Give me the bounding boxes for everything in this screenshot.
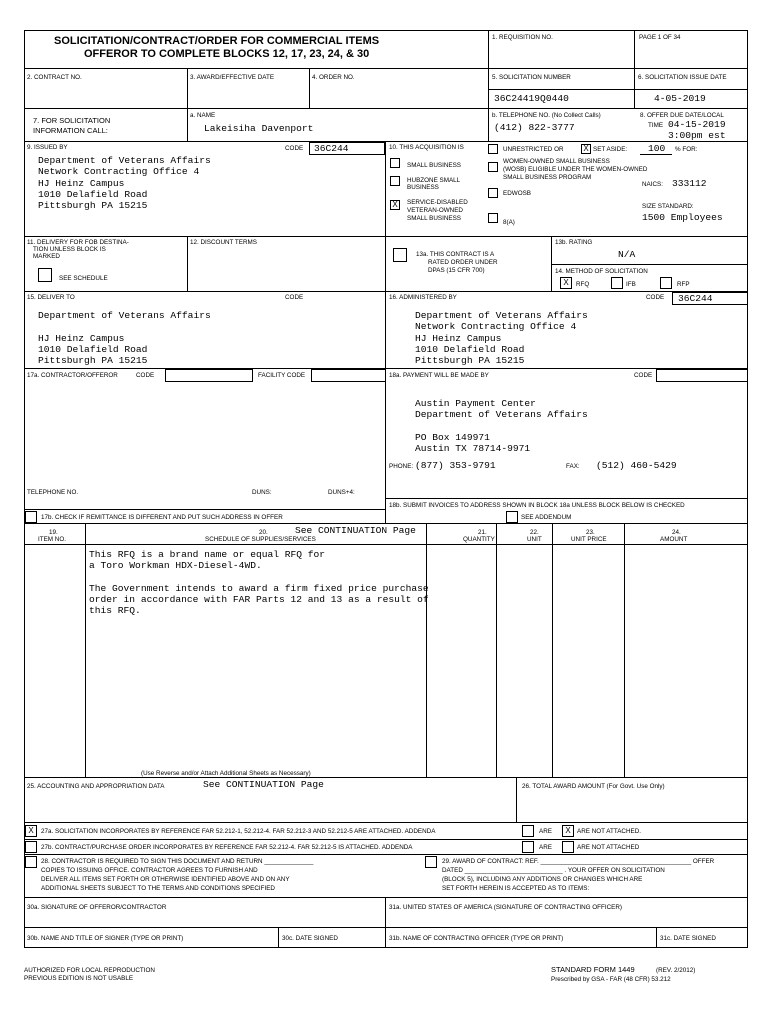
quantity-header-num: 21. [478,529,487,536]
time-label: TIME [648,122,664,129]
contact-name-field[interactable]: Lakeisiha Davenport [204,123,314,134]
hubzone-label: HUBZONE SMALL [407,177,461,184]
27a-are-not-label: ARE NOT ATTACHED. [577,828,642,835]
total-award-label: 26. TOTAL AWARD AMOUNT (For Govt. Use Only) [522,783,665,790]
percent-for-label: % FOR: [675,146,698,153]
administered-by-code-label: CODE [646,294,665,301]
offer-due-date-field[interactable]: 04-15-2019 [668,119,726,130]
info-call-label: 7. FOR SOLICITATION [33,116,111,125]
co-date-label: 31c. DATE SIGNED [660,935,716,942]
27b-label: 27b. CONTRACT/PURCHASE ORDER INCORPORATES BY REFERENCE FAR 52.212-4. FAR 52.212-5 IS ATTACHED. ADDENDA [41,844,413,851]
telephone-field[interactable]: (412) 822-3777 [494,122,575,133]
see-schedule-checkbox[interactable] [38,268,52,282]
form-subtitle: OFFEROR TO COMPLETE BLOCKS 12, 17, 23, 24, & 30 [84,48,370,60]
27b-are-not-label: ARE NOT ATTACHED [577,844,640,851]
set-aside-label: SET ASIDE: [593,146,628,153]
deliver-to-address: Department of Veterans Affairs HJ Heinz Campus 1010 Delafield Road Pittsburgh PA 15215 [38,310,211,367]
27a-checkbox[interactable]: X [25,825,37,837]
offeror-date-label: 30c. DATE SIGNED [282,935,338,942]
accounting-label: 25. ACCOUNTING AND APPROPRIATION DATA [27,783,165,790]
hubzone-label-2: BUSINESS [407,184,439,191]
sdvosb-label: SERVICE-DISABLED [407,199,468,206]
fob-label-2: TION UNLESS BLOCK IS [33,246,106,253]
signer-name-label: 30b. NAME AND TITLE OF SIGNER (TYPE OR PRINT) [27,935,184,942]
28-checkbox[interactable] [25,856,37,868]
discount-terms-label: 12. DISCOUNT TERMS [190,239,257,246]
fax-label: FAX: [566,463,580,470]
28-label-2: COPIES TO ISSUING OFFICE. CONTRACTOR AGREES TO FURNISH AND [41,867,258,874]
rfq-label: RFQ [576,281,590,288]
wosb-label-3: SMALL BUSINESS PROGRAM [503,174,592,181]
contractor-code-box[interactable] [165,369,253,382]
issued-by-label: 9. ISSUED BY [27,144,68,151]
28-label: 28. CONTRACTOR IS REQUIRED TO SIGN THIS DOCUMENT AND RETURN ______________ [41,858,314,865]
remittance-label: 17b. CHECK IF REMITTANCE IS DIFFERENT AND PUT SUCH ADDRESS IN OFFER [41,514,283,521]
unit-price-header: UNIT PRICE [571,536,607,543]
29-label-2: DATED ____________________________ . YOUR OFFER ON SOLICITATION [442,867,665,874]
contract-no-label: 2. CONTRACT NO. [27,74,82,81]
order-no-label: 4. ORDER NO. [312,74,355,81]
name-label: a. NAME [190,112,216,119]
amount-header-num: 24. [672,529,681,536]
signature-co-label: 31a. UNITED STATES OF AMERICA (SIGNATURE OF CONTRACTING OFFICER) [389,904,623,911]
payment-phone: (877) 353-9791 [415,460,496,471]
small-business-checkbox[interactable] [390,158,400,168]
fob-label: 11. DELIVERY FOR FOB DESTINA- [27,239,129,246]
28-label-4: ADDITIONAL SHEETS SUBJECT TO THE TERMS AND CONDITIONS SPECIFIED [41,885,275,892]
27b-checkbox[interactable] [25,841,37,853]
administered-by-label: 16. ADMINISTERED BY [389,294,457,301]
see-addendum-checkbox[interactable] [506,511,518,523]
27a-are-checkbox[interactable] [522,825,534,837]
size-standard-field[interactable]: 1500 Employees [642,212,723,223]
method-label: 14. METHOD OF SOLICITATION [555,268,648,275]
see-schedule-label: SEE SCHEDULE [59,275,108,282]
co-name-label: 31b. NAME OF CONTRACTING OFFICER (TYPE OR PRINT) [389,935,564,942]
item-no-header-num: 19. [49,529,58,536]
footer-form-name: STANDARD FORM 1449 [551,965,635,974]
small-business-label: SMALL BUSINESS [407,162,462,169]
acquisition-label: 10. THIS ACQUISITION IS [389,144,464,151]
submit-invoices-label: 18b. SUBMIT INVOICES TO ADDRESS SHOWN IN BLOCK 18a UNLESS BLOCK BELOW IS CHECKED [389,502,685,509]
edwosb-label: EDWOSB [503,190,531,197]
rfp-checkbox[interactable] [660,277,672,289]
deliver-to-label: 15. DELIVER TO [27,294,75,301]
issued-by-address: Department of Veterans Affairs Network Contracting Office 4 HJ Heinz Campus 1010 Delafield Road Pittsburgh PA 15215 [38,155,211,212]
footer-authorized: AUTHORIZED FOR LOCAL REPRODUCTION [24,967,155,974]
naics-field[interactable]: 333112 [672,178,707,189]
contractor-code-label: CODE [136,372,155,379]
rated-order-label-3: DPAS (15 CFR 700) [428,267,485,274]
issued-by-code: 36C244 [314,143,349,154]
eight-a-checkbox[interactable] [488,213,498,223]
item-no-header: ITEM NO. [38,536,66,543]
rating-field[interactable]: N/A [618,249,636,260]
payment-address: Austin Payment Center Department of Veterans Affairs PO Box 149971 Austin TX 78714-9971 [415,398,588,455]
unrestricted-checkbox[interactable] [488,144,498,154]
award-date-label: 3. AWARD/EFFECTIVE DATE [190,74,275,81]
rated-order-label: 13a. THIS CONTRACT IS A [416,251,495,258]
payment-label: 18a. PAYMENT WILL BE MADE BY [389,372,489,379]
telephone-no-label: TELEPHONE NO. [27,489,79,496]
payment-fax: (512) 460-5429 [596,460,677,471]
rated-order-checkbox[interactable] [393,248,407,262]
footer-previous-edition: PREVIOUS EDITION IS NOT USABLE [24,975,134,982]
wosb-label-2: (WOSB) ELIGIBLE UNDER THE WOMEN-OWNED [503,166,648,173]
set-aside-percent-field[interactable]: 100 [648,143,666,154]
size-standard-label: SIZE STANDARD: [642,203,694,210]
phone-label: PHONE: [389,463,414,470]
28-label-3: DELIVER ALL ITEMS SET FORTH OR OTHERWISE IDENTIFIED ABOVE AND ON ANY [41,876,290,883]
see-addendum-label: SEE ADDENDUM [521,514,572,521]
offer-due-label: 8. OFFER DUE DATE/LOCAL [640,112,724,119]
eight-a-label: 8(A) [503,219,515,226]
ifb-checkbox[interactable] [611,277,623,289]
administered-by-code: 36C244 [678,293,713,304]
issue-date-label: 6. SOLICITATION ISSUE DATE [638,74,727,81]
set-aside-checkbox[interactable]: X [581,144,591,154]
remittance-checkbox[interactable] [25,511,37,523]
schedule-header-num: 20. [259,529,268,536]
deliver-to-code-label: CODE [285,294,304,301]
facility-code-label: FACILITY CODE [258,372,306,379]
quantity-header: QUANTITY [463,536,495,543]
27b-are-label: ARE [539,844,552,851]
schedule-description: This RFQ is a brand name or equal RFQ for a Toro Workman HDX-Diesel-4WD. The Government intends to award a firm fixed price purchase order in accordance with FAR Parts 12 and 13 as a result of this RFQ. [89,549,429,617]
rating-label: 13b. RATING [555,239,593,246]
29-label-4: SET FORTH HEREIN IS ACCEPTED AS TO ITEMS: [442,885,590,892]
rated-order-label-2: RATED ORDER UNDER [428,259,498,266]
info-call-label-2: INFORMATION CALL: [33,126,108,135]
facility-code-box[interactable] [311,369,386,382]
form-title: SOLICITATION/CONTRACT/ORDER FOR COMMERCIAL ITEMS [54,35,380,47]
duns-label: DUNS: [252,489,272,496]
unit-price-header-num: 23. [586,529,595,536]
29-label-3: (BLOCK 5), INCLUDING ANY ADDITIONS OR CHANGES WHICH ARE [442,876,643,883]
wosb-checkbox[interactable] [488,162,498,172]
offer-due-time-field[interactable]: 3:00pm est [668,130,726,141]
naics-label: NAICS: [642,181,663,188]
edwosb-checkbox[interactable] [488,188,498,198]
27b-are-checkbox[interactable] [522,841,534,853]
ifb-label: IFB [626,281,636,288]
27b-are-not-checkbox[interactable] [562,841,574,853]
rfp-label: RFP [677,281,690,288]
sdvosb-label-2: VETERAN-OWNED [407,207,463,214]
27a-are-not-checkbox[interactable]: X [562,825,574,837]
wosb-label: WOMEN-OWNED SMALL BUSINESS [503,158,610,165]
issue-date-field[interactable]: 4-05-2019 [654,93,706,104]
schedule-header: SCHEDULE OF SUPPLIES/SERVICES [205,536,316,543]
27a-label: 27a. SOLICITATION INCORPORATES BY REFERENCE FAR 52.212-1, 52.212-4. FAR 52.212-3 AND 52.212-5 ARE ATTACHED. ADDENDA [41,828,436,835]
29-checkbox[interactable] [425,856,437,868]
sdvosb-label-3: SMALL BUSINESS [407,215,462,222]
rfq-checkbox[interactable]: X [560,277,572,289]
amount-header: AMOUNT [660,536,688,543]
hubzone-checkbox[interactable] [390,176,400,186]
payment-code-label: CODE [634,372,653,379]
unit-header: UNIT [527,536,542,543]
schedule-continuation: See CONTINUATION Page [295,525,416,536]
requisition-label: 1. REQUISITION NO. [492,34,553,41]
footer-prescribed: Prescribed by GSA - FAR (48 CFR) 53.212 [551,976,671,983]
unit-header-num: 22. [530,529,539,536]
27a-are-label: ARE [539,828,552,835]
telephone-label: b. TELEPHONE NO. (No Collect Calls) [492,112,601,119]
continuation-note: (Use Reverse and/or Attach Additional Sheets as Necessary) [141,770,311,777]
footer-revision: (REV. 2/2012) [656,967,696,974]
issued-by-code-label: CODE [285,145,304,152]
contractor-label: 17a. CONTRACTOR/OFFEROR [27,372,118,379]
page-number: PAGE 1 OF 34 [639,34,681,41]
solicitation-number-label: 5. SOLICITATION NUMBER [492,74,571,81]
solicitation-number-field[interactable]: 36C24419Q0440 [494,93,569,104]
accounting-value: See CONTINUATION Page [203,779,324,790]
fob-label-3: MARKED [33,253,60,260]
payment-code-box[interactable] [656,369,748,382]
unrestricted-label: UNRESTRICTED OR [503,146,564,153]
signature-offeror-label: 30a. SIGNATURE OF OFFEROR/CONTRACTOR [27,904,167,911]
administered-by-address: Department of Veterans Affairs Network Contracting Office 4 HJ Heinz Campus 1010 Delafield Road Pittsburgh PA 15215 [415,310,588,367]
29-label: 29. AWARD OF CONTRACT: REF. ___________________________________________ OFFER [442,858,715,865]
sdvosb-checkbox[interactable]: X [390,200,400,210]
duns4-label: DUNS+4: [328,489,355,496]
